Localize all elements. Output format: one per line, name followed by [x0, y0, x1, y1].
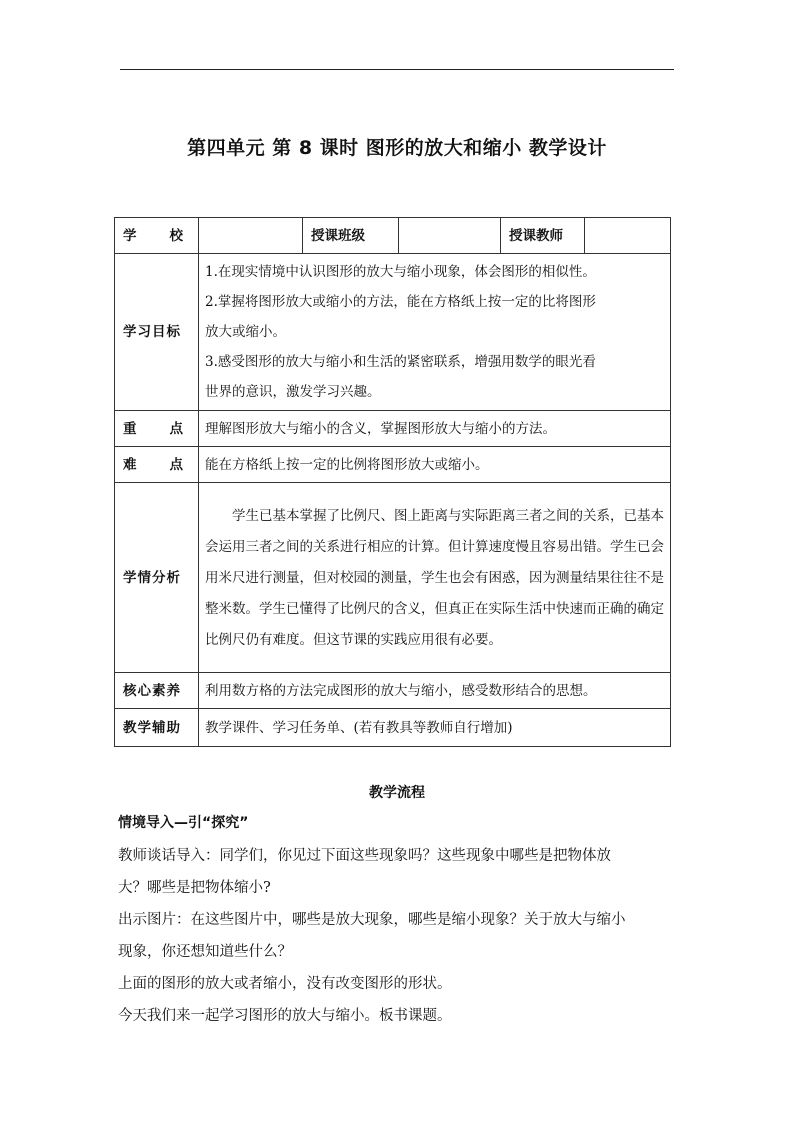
difficulty-text: 能在方格纸上按一定的比例将图形放大或缩小。 — [199, 447, 671, 483]
teacher-label: 授课教师 — [501, 218, 585, 254]
flow-subtitle: 情境导入—引“探究” — [118, 815, 249, 831]
school-label-char: 校 — [169, 227, 183, 244]
difficulty-label-char: 点 — [169, 456, 183, 473]
key-label-char: 点 — [169, 420, 183, 437]
flow-line: 今天我们来一起学习图形的放大与缩小。板书课题。 — [118, 1008, 452, 1024]
class-value — [399, 218, 501, 254]
flow-line: 出示图片：在这些图片中，哪些是放大现象，哪些是缩小现象？关于放大与缩小 — [118, 912, 626, 928]
difficulty-label — [115, 447, 199, 483]
page-title: 第四单元 第 8 课时 图形的放大和缩小 教学设计 — [187, 137, 607, 159]
goals-cell — [199, 254, 671, 411]
flow-line: 教师谈话导入：同学们，你见过下面这些现象吗？这些现象中哪些是把物体放 — [118, 848, 611, 864]
key-label-char: 重 — [123, 420, 137, 437]
goal-line: 世界的意识，激发学习兴趣。 — [205, 384, 381, 400]
aids-label: 教学辅助 — [115, 709, 199, 747]
key-point-text: 理解图形放大与缩小的含义，掌握图形放大与缩小的方法。 — [199, 411, 671, 447]
difficulty-label-char: 难 — [123, 456, 137, 473]
flow-line: 大？哪些是把物体缩小? — [118, 880, 271, 896]
table-row — [115, 218, 671, 254]
school-label-char: 学 — [123, 227, 137, 244]
literacy-text: 利用数方格的方法完成图形的放大与缩小，感受数形结合的思想。 — [199, 673, 671, 709]
flow-title: 教学流程 — [369, 785, 425, 801]
analysis-text: 学生已基本掌握了比例尺、图上距离与实际距离三者之间的关系，已基本会运用三者之间的关系进行相应的计算。但计算速度慢且容易出错。学生已会用米尺进行测量，但对校园的测量，学生也会有困惑，因为测量结果往往不是整米数。学生已懂得了比例尺的含义，但真正在实际生活中快速而正确的确定比例尺仍有难度。但这节课的实践应用很有必要。 — [205, 508, 664, 648]
analysis-cell — [199, 483, 671, 673]
key-point-label — [115, 411, 199, 447]
class-label: 授课班级 — [303, 218, 399, 254]
analysis-label: 学情分析 — [115, 483, 199, 673]
lesson-info-table — [114, 217, 671, 747]
literacy-label: 核心素养 — [115, 673, 199, 709]
goal-line: 放大或缩小。 — [205, 324, 286, 340]
school-value — [199, 218, 303, 254]
teacher-value — [585, 218, 671, 254]
header-rule — [120, 69, 674, 70]
table-row — [115, 447, 671, 483]
table-row — [115, 483, 671, 673]
table-row — [115, 254, 671, 411]
school-label — [115, 218, 199, 254]
flow-line: 上面的图形的放大或者缩小，没有改变图形的形状。 — [118, 976, 452, 992]
table-row — [115, 411, 671, 447]
table-row — [115, 673, 671, 709]
table-row — [115, 709, 671, 747]
goals-label: 学习目标 — [115, 254, 199, 411]
flow-line: 现象，你还想知道些什么？ — [118, 944, 292, 960]
goal-line: 2.掌握将图形放大或缩小的方法，能在方格纸上按一定的比将图形 — [205, 294, 596, 310]
goal-line: 3.感受图形的放大与缩小和生活的紧密联系，增强用数学的眼光看 — [205, 354, 596, 370]
aids-text: 教学课件、学习任务单、(若有教具等教师自行增加) — [199, 709, 671, 747]
goal-line: 1.在现实情境中认识图形的放大与缩小现象，体会图形的相似性。 — [205, 264, 596, 280]
